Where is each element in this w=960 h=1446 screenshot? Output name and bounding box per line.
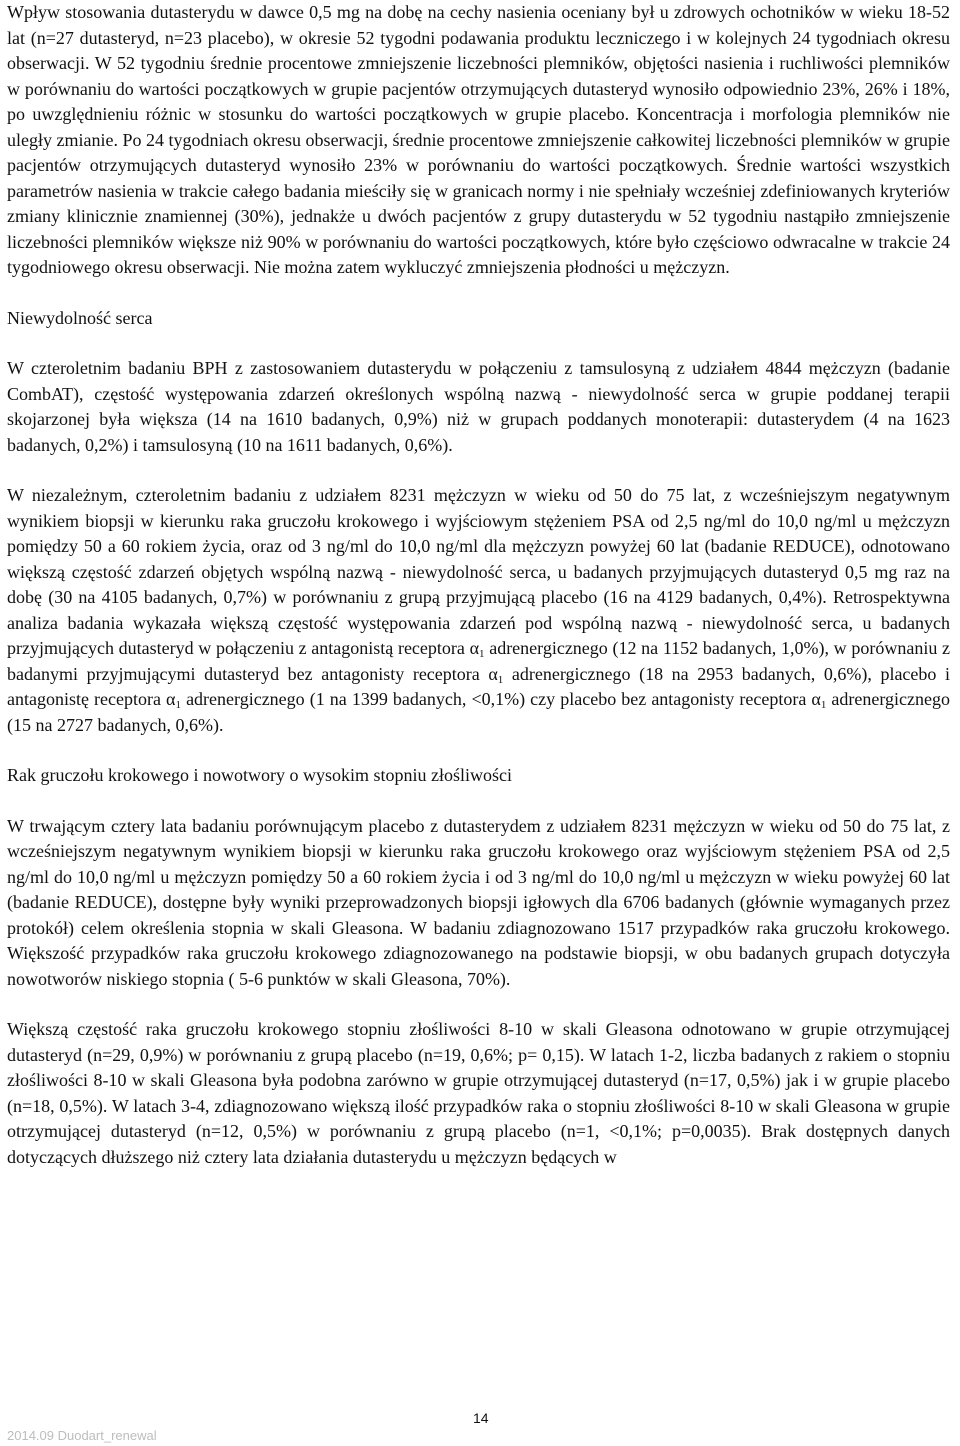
- paragraph-reduce-part-a: W niezależnym, czteroletnim badaniu z udziałem 8231 mężczyzn w wieku od 50 do 75 lat, z wcześniejszym negatywnym wynikiem biopsji w kierunku raka gruczołu krokowego i wyjściowym stężeniem PSA od 2,5 ng/ml do 10,0 ng/ml u mężczyzn pomiędzy 50 a 60 rokiem życia, oraz od 3 ng/ml do 10,0 ng/ml dla mężczyzn powyżej 60 lat (badanie REDUCE), odnotowano większą częstość zdarzeń objętych wspólną nazwą - niewydolność serca, u badanych przyjmujących dutasteryd 0,5 mg raz na dobę (30 na 4105 badanych, 0,7%) w porównaniu z grupą przyjmującą placebo (16 na 4129 badanych, 0,4%). Retrospektywna analiza badania wykazała większą częstość występowania zdarzeń pod wspólną nazwą - niewydolność serca, u badanych przyjmujących dutasteryd w połączeniu z antagonistą receptora α: [7, 485, 950, 658]
- paragraph-reduce-part-c: adrenergicznego (18 na 2953 badanych, 0,6%), placebo i antagonistę receptora α: [7, 663, 950, 709]
- paragraph-reduce-part-b: adrenergicznego (12 na 1152 badanych, 1,0%), w porównaniu z badanymi przyjmującymi dutasteryd bez antagonisty receptora α: [7, 638, 951, 684]
- subscript-1: 1: [497, 673, 504, 686]
- subscript-1: 1: [820, 699, 827, 711]
- section-heading-heart-failure: Niewydolność serca: [7, 307, 153, 328]
- paragraph-reduce-study: [7, 483, 950, 738]
- subscript-1: 1: [175, 699, 181, 711]
- footer-document-code: 2014.09 Duodart_renewal: [7, 1428, 157, 1443]
- paragraph-reduce-part-d: adrenergicznego (1 na 1399 badanych, <0,1%) czy placebo bez antagonisty receptora α: [181, 689, 821, 709]
- subscript-1: 1: [479, 648, 485, 660]
- paragraph-semen-effects: Wpływ stosowania dutasterydu w dawce 0,5 mg na dobę na cechy nasienia oceniany był u zdrowych ochotników w wieku 18-52 lat (n=27 dutasteryd, n=23 placebo), w okresie 52 tygodni podawania produktu leczniczego i w kolejnych 24 tygodniach okresu obserwacji. W 52 tygodniu średnie procentowe zmniejszenie liczebności plemników, objętości nasienia i ruchliwości plemników w porównaniu do wartości początkowych w grupie pacjentów otrzymujących dutasteryd wynosiło odpowiednio 23%, 26% i 18%, po uwzględnieniu różnic w stosunku do wartości początkowych w grupie placebo. Koncentracja i morfologia plemników nie uległy zmianie. Po 24 tygodniach okresu obserwacji, średnie procentowe zmniejszenie całkowitej liczebności plemników w grupie pacjentów otrzymujących dutasteryd wynosiło 23% w porównaniu do wartości początkowych. Średnie wartości wszystkich parametrów nasienia w trakcie całego badania mieściły się w granicach normy i nie spełniały wcześniej zdefiniowanych kryteriów zmiany klinicznie znamiennej (30%), jednakże u dwóch pacjentów z grupy dutasterydu w 52 tygodniu nastąpiło zmniejszenie liczebności plemników większe niż 90% w porównaniu do wartości początkowych, które było częściowo odwracalne w trakcie 24 tygodniowego okresu obserwacji. Nie można zatem wykluczyć zmniejszenia płodności u mężczyzn.: [7, 2, 950, 277]
- paragraph-gleason-results: Większą częstość raka gruczołu krokowego stopniu złośliwości 8-10 w skali Gleasona odnotowano w grupie otrzymującej dutasteryd (n=29, 0,9%) w porównaniu z grupą placebo (n=19, 0,6%; p= 0,15). W latach 1-2, liczba badanych z rakiem o stopniu złośliwości 8-10 w skali Gleasona była podobna zarówno w grupie otrzymującej dutasteryd (n=17, 0,5%) jak i w grupie placebo (n=18, 0,5%). W latach 3-4, zdiagnozowano większą ilość przypadków raka o stopniu złośliwości 8-10 w skali Gleasona w grupie otrzymującej dutasteryd (n=12, 0,5%) w porównaniu z grupą placebo (n=1, <0,1%; p=0,0035). Brak dostępnych danych dotyczących dłuższego niż cztery lata działania dutasterydu u mężczyzn będących w: [7, 1019, 950, 1167]
- paragraph-reduce-part-e: adrenergicznego (15 na 2727 badanych, 0,6%).: [7, 689, 950, 735]
- paragraph-biopsy-results: W trwającym cztery lata badaniu porównującym placebo z dutasterydem z udziałem 8231 mężczyzn w wieku od 50 do 75 lat, z wcześniejszym negatywnym wynikiem biopsji w kierunku raka gruczołu krokowego oraz wyjściowym stężeniem PSA od 2,5 ng/ml do 10,0 ng/ml u mężczyzn pomiędzy 50 a 60 rokiem życia i od 3 ng/ml do 10,0 ng/ml u mężczyzn w wieku powyżej 60 lat (badanie REDUCE), dostępne były wyniki przeprowadzonych biopsji igłowych dla 6706 badanych (głównie wymaganych przez protokół) celem określenia stopnia w skali Gleasona. W badaniu zdiagnozowano 1517 przypadków raka gruczołu krokowego. Większość przypadków raka gruczołu krokowego zdiagnozowanego na podstawie biopsji, w obu badanych grupach dotyczyła nowotworów niskiego stopnia ( 5-6 punktów w skali Gleasona, 70%).: [7, 815, 950, 989]
- section-heading-prostate-cancer: Rak gruczołu krokowego i nowotwory o wysokim stopniu złośliwości: [7, 765, 512, 785]
- paragraph-combat-study: W czteroletnim badaniu BPH z zastosowaniem dutasterydu w połączeniu z tamsulosyną z udziałem 4844 mężczyzn (badanie CombAT), częstość występowania zdarzeń określonych wspólną nazwą - niewydolność serca w grupie poddanej terapii skojarzonej była większa (14 na 1610 badanych, 0,9%) niż w grupach poddanych monoterapii: dutasterydem (4 na 1623 badanych, 0,2%) i tamsulosyną (10 na 1611 badanych, 0,6%).: [7, 358, 950, 455]
- page-number: 14: [473, 1410, 489, 1426]
